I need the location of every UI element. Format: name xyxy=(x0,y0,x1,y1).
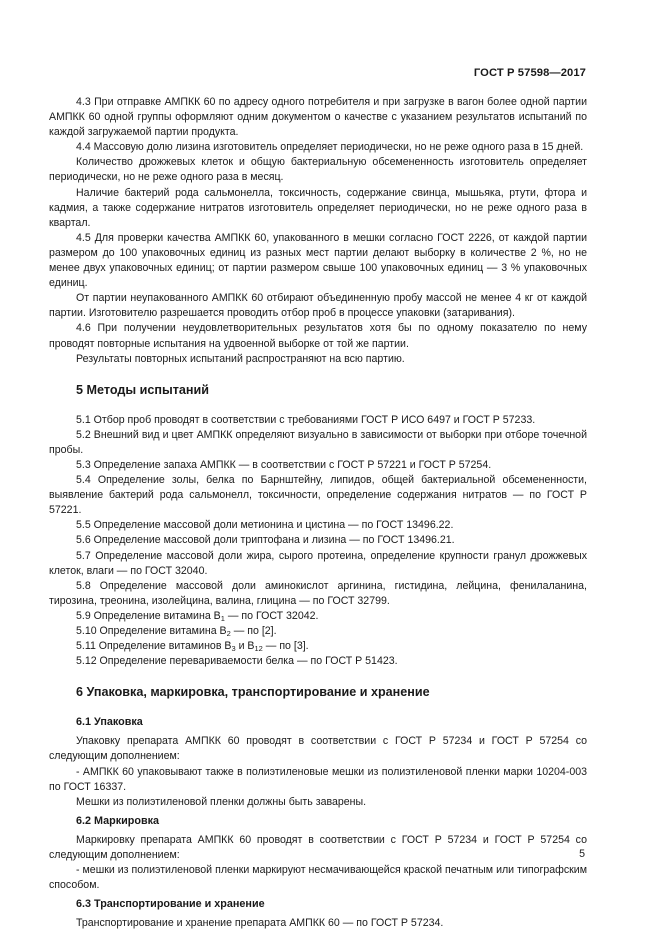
paragraph-4-4-yeast: Количество дрожжевых клеток и общую бактериальную обсемененность изготовитель определяет периодически, но не реже одного раза в месяц. xyxy=(49,156,587,184)
paragraph-6-1: Упаковку препарата АМПКК 60 проводят в соответствии с ГОСТ Р 57234 и ГОСТ Р 57254 со следующим дополнением: xyxy=(49,735,587,763)
subsection-6-2-heading: 6.2 Маркировка xyxy=(76,814,160,827)
paragraph-4-6: 4.6 При получении неудовлетворительных результатов хотя бы по одному показателю по нему проводят повторные испытания на удвоенной выборке от той же партии. xyxy=(49,322,587,350)
section-6-heading: 6 Упаковка, маркировка, транспортирование и хранение xyxy=(76,685,430,700)
paragraph-5-4: 5.4 Определение золы, белка по Барнштейну, липидов, общей бактериальной обсемененности, выявление бактерий рода сальмонелл, токсичности, определение содержания нитратов — по ГОСТ Р 57221. xyxy=(49,474,587,517)
paragraph-6-1-item: - АМПКК 60 упаковывают также в полиэтиленовые мешки из полиэтиленовой пленки марки 10204-003 по ГОСТ 16337. xyxy=(49,765,587,793)
paragraph-6-1-sealed: Мешки из полиэтиленовой пленки должны быть заварены. xyxy=(76,795,367,808)
paragraph-6-3: Транспортирование и хранение препарата АМПКК 60 — по ГОСТ Р 57234. xyxy=(76,917,444,930)
paragraph-5-8: 5.8 Определение массовой доли аминокислот аргинина, гистидина, лейцина, фенилаланина, тирозина, треонина, изолейцина, валина, глицина — по ГОСТ 32799. xyxy=(49,579,587,607)
paragraph-5-3: 5.3 Определение запаха АМПКК — в соответствии с ГОСТ Р 57221 и ГОСТ Р 57254. xyxy=(76,458,492,471)
subsection-6-3-heading: 6.3 Транспортирование и хранение xyxy=(76,898,265,911)
document-body xyxy=(49,95,587,932)
paragraph-4-4-salmonella: Наличие бактерий рода сальмонелла, токсичность, содержание свинца, мышьяка, ртути, фтора и кадмия, а также содержание нитратов изготовитель определяет периодически, но не реже одного раза в квартал. xyxy=(49,186,587,229)
paragraph-5-1: 5.1 Отбор проб проводят в соответствии с требованиями ГОСТ Р ИСО 6497 и ГОСТ Р 57233. xyxy=(76,413,536,426)
paragraph-5-7: 5.7 Определение массовой доли жира, сырого протеина, определение крупности гранул дрожжевых клеток, влаги — по ГОСТ 32040. xyxy=(49,549,587,577)
paragraph-5-2: 5.2 Внешний вид и цвет АМПКК определяют визуально в зависимости от выборки при отборе точечной пробы. xyxy=(49,428,587,456)
page-number: 5 xyxy=(579,848,585,860)
paragraph-4-5: 4.5 Для проверки качества АМПКК 60, упакованного в мешки согласно ГОСТ 2226, от каждой партии размером до 100 упаковочных единиц из разных мест партии делают выборку в количестве 2 %, но не менее двух упаковочных единиц; от партии размером свыше 100 упаковочных единиц — 3 % упаковочных единиц. xyxy=(49,231,587,290)
paragraph-4-5-bulk: От партии неупакованного АМПКК 60 отбирают объединенную пробу массой не менее 4 кг от каждой партии. Изготовителю разрешается проводить отбор проб в процессе упаковки (затаривания). xyxy=(49,292,587,320)
subsection-6-1-heading: 6.1 Упаковка xyxy=(76,716,143,729)
paragraph-6-2-item: - мешки из полиэтиленовой пленки маркируют несмачивающейся краской печатным или типографским способом. xyxy=(49,864,587,892)
paragraph-4-4: 4.4 Массовую долю лизина изготовитель определяет периодически, но не реже одного раза в 15 дней. xyxy=(76,141,584,154)
paragraph-5-12: 5.12 Определение перевариваемости белка — по ГОСТ Р 51423. xyxy=(76,655,398,668)
paragraph-4-3: 4.3 При отправке АМПКК 60 по адресу одного потребителя и при загрузке в вагон более одной партии АМПКК 60 одной группы оформляют одним документом о качестве с указанием результатов испытаний по каждой загружаемой партии продукта. xyxy=(49,96,587,139)
standard-number: ГОСТ Р 57598—2017 xyxy=(473,67,586,79)
paragraph-5-11: 5.11 Определение витаминов $B_3$ и $B_{12}$ — по [3]. xyxy=(76,640,309,654)
paragraph-5-5: 5.5 Определение массовой доли метионина и цистина — по ГОСТ 13496.22. xyxy=(76,519,454,532)
paragraph-5-9: 5.9 Определение витамина $B_1$ — по ГОСТ 32042. xyxy=(76,609,319,623)
paragraph-5-6: 5.6 Определение массовой доли триптофана и лизина — по ГОСТ 13496.21. xyxy=(76,534,455,547)
paragraph-6-2: Маркировку препарата АМПКК 60 проводят в соответствии с ГОСТ Р 57234 и ГОСТ Р 57254 со следующим дополнением: xyxy=(49,833,587,862)
section-5-heading: 5 Методы испытаний xyxy=(76,382,209,397)
paragraph-5-10: 5.10 Определение витамина $B_2$ — по [2]. xyxy=(76,625,277,638)
paragraph-4-6-results: Результаты повторных испытаний распространяют на всю партию. xyxy=(76,352,405,365)
